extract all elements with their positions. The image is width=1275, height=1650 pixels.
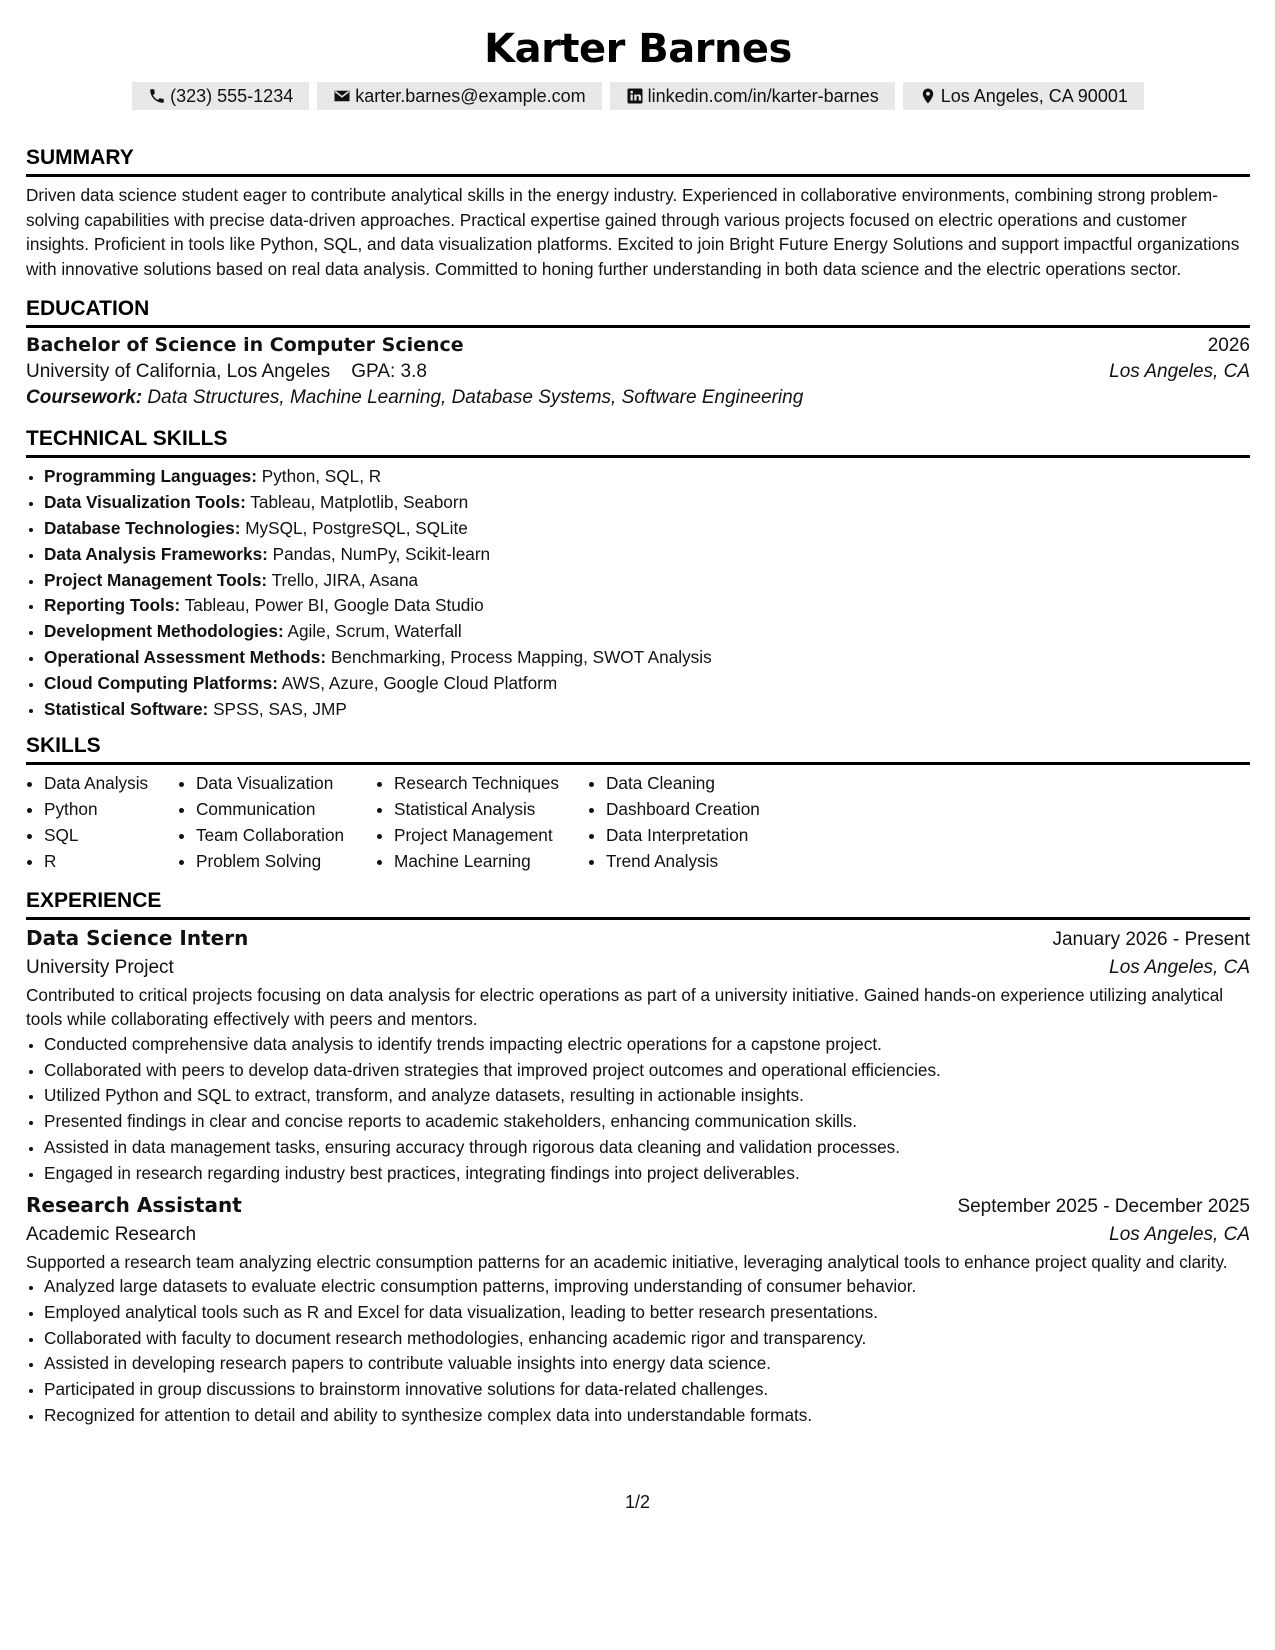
list-item: • Statistical Analysis bbox=[394, 797, 588, 823]
job-entry bbox=[26, 926, 1250, 1187]
job-bullets bbox=[26, 1032, 1250, 1187]
job-location: Los Angeles, CA bbox=[1109, 1223, 1250, 1245]
graduation-year: 2026 bbox=[1207, 335, 1250, 357]
list-item: • Presented findings in clear and concise reports to academic stakeholders, enhancing communication skills. bbox=[44, 1109, 1250, 1135]
list-item: • Collaborated with faculty to document research methodologies, enhancing academic rigor and transparency. bbox=[44, 1326, 1250, 1352]
job-org: Academic Research bbox=[26, 1223, 197, 1245]
summary-text: Driven data science student eager to contribute analytical skills in the energy industry. Experienced in collaborative environments, combining strong problem-solving capabilities with precise data-driven approaches. Practical expertise gained through various projects focused on electric operations and customer insights. Proficient in tools like Python, SQL, and data visualization platforms. Excited to join Bright Future Energy Solutions and support impactful organizations with innovative solutions based on real data analysis. Committed to honing further understanding in both data science and the electric operations sector. bbox=[26, 185, 1240, 279]
skills-column bbox=[588, 771, 806, 874]
list-item: • Dashboard Creation bbox=[606, 797, 806, 823]
list-item: • Team Collaboration bbox=[196, 823, 376, 849]
summary-section bbox=[26, 146, 1250, 281]
job-description: Supported a research team analyzing electric consumption patterns for an academic initiative, leveraging analytical tools to enhance project quality and clarity. bbox=[26, 1251, 1228, 1272]
contact-location bbox=[903, 82, 1144, 110]
coursework-list: Data Structures, Machine Learning, Database Systems, Software Engineering bbox=[147, 387, 804, 409]
list-item: • Development Methodologies: Agile, Scrum, Waterfall bbox=[44, 619, 1250, 645]
list-item: • Statistical Software: SPSS, SAS, JMP bbox=[44, 697, 1250, 723]
list-item: • Data Analysis bbox=[44, 771, 178, 797]
email-text: karter.barnes@example.com bbox=[355, 85, 586, 106]
list-item: • Machine Learning bbox=[394, 849, 588, 875]
list-item: • Database Technologies: MySQL, PostgreSQL, SQLite bbox=[44, 516, 1250, 542]
section-title: EXPERIENCE bbox=[26, 889, 1250, 920]
list-item: • Utilized Python and SQL to extract, transform, and analyze datasets, resulting in actionable insights. bbox=[44, 1083, 1250, 1109]
job-location: Los Angeles, CA bbox=[1109, 956, 1250, 978]
list-item: • Data Visualization Tools: Tableau, Matplotlib, Seaborn bbox=[44, 490, 1250, 516]
job-entry bbox=[26, 1193, 1250, 1429]
job-title: Research Assistant bbox=[26, 1192, 242, 1217]
resume-page bbox=[26, 0, 1250, 1429]
school-name: University of California, Los Angeles bbox=[26, 361, 331, 383]
contact-email[interactable] bbox=[317, 82, 601, 110]
list-item: • Data Visualization bbox=[196, 771, 376, 797]
contact-linkedin[interactable] bbox=[610, 82, 895, 110]
section-title: SUMMARY bbox=[26, 146, 1250, 177]
list-item: • Research Techniques bbox=[394, 771, 588, 797]
list-item: • Python bbox=[44, 797, 178, 823]
technical-skills-list bbox=[26, 464, 1250, 722]
list-item: • Analyzed large datasets to evaluate electric consumption patterns, improving understanding of consumer behavior. bbox=[44, 1274, 1250, 1300]
job-title: Data Science Intern bbox=[26, 925, 249, 950]
section-title: SKILLS bbox=[26, 734, 1250, 765]
education-header bbox=[26, 334, 1250, 357]
job-dates: January 2026 - Present bbox=[1052, 928, 1250, 950]
list-item: • Data Cleaning bbox=[606, 771, 806, 797]
section-title: EDUCATION bbox=[26, 297, 1250, 328]
skills-grid bbox=[26, 771, 1250, 874]
linkedin-text: linkedin.com/in/karter-barnes bbox=[647, 85, 879, 106]
education-section bbox=[26, 297, 1250, 409]
technical-skills-section bbox=[26, 427, 1250, 722]
list-item: • Participated in group discussions to brainstorm innovative solutions for data-related challenges. bbox=[44, 1377, 1250, 1403]
list-item: • Trend Analysis bbox=[606, 849, 806, 875]
school-location: Los Angeles, CA bbox=[1109, 361, 1250, 383]
candidate-name: Karter Barnes bbox=[484, 26, 792, 72]
job-org: University Project bbox=[26, 956, 174, 978]
envelope-icon bbox=[333, 87, 351, 105]
list-item: • R bbox=[44, 849, 178, 875]
list-item: • Project Management Tools: Trello, JIRA, Asana bbox=[44, 568, 1250, 594]
phone-text: (323) 555-1234 bbox=[170, 85, 294, 106]
contact-bar bbox=[26, 82, 1250, 110]
skills-column bbox=[178, 771, 376, 874]
skills-column bbox=[26, 771, 178, 874]
linkedin-icon bbox=[626, 87, 644, 105]
coursework bbox=[26, 387, 1250, 409]
list-item: • Assisted in data management tasks, ensuring accuracy through rigorous data cleaning and validation processes. bbox=[44, 1135, 1250, 1161]
skills-section bbox=[26, 734, 1250, 874]
list-item: • Employed analytical tools such as R and Excel for data visualization, leading to better research presentations. bbox=[44, 1300, 1250, 1326]
skills-column bbox=[376, 771, 588, 874]
list-item: • Conducted comprehensive data analysis to identify trends impacting electric operations for a capstone project. bbox=[44, 1032, 1250, 1058]
list-item: • Communication bbox=[196, 797, 376, 823]
list-item: • Collaborated with peers to develop data-driven strategies that improved project outcomes and operational efficiencies. bbox=[44, 1058, 1250, 1084]
coursework-label: Coursework: bbox=[26, 387, 143, 409]
job-bullets bbox=[26, 1274, 1250, 1429]
list-item: • Recognized for attention to detail and ability to synthesize complex data into understandable formats. bbox=[44, 1403, 1250, 1429]
phone-icon bbox=[148, 87, 166, 105]
job-dates: September 2025 - December 2025 bbox=[957, 1195, 1250, 1217]
location-text: Los Angeles, CA 90001 bbox=[940, 85, 1128, 106]
page-indicator: 1/2 bbox=[624, 1492, 651, 1512]
map-pin-icon bbox=[919, 87, 937, 105]
education-school-row bbox=[26, 361, 1250, 383]
gpa: GPA: 3.8 bbox=[351, 361, 427, 383]
contact-phone[interactable] bbox=[132, 82, 309, 110]
list-item: • Data Interpretation bbox=[606, 823, 806, 849]
degree: Bachelor of Science in Computer Science bbox=[26, 334, 464, 357]
list-item: • Cloud Computing Platforms: AWS, Azure, Google Cloud Platform bbox=[44, 671, 1250, 697]
list-item: • Programming Languages: Python, SQL, R bbox=[44, 464, 1250, 490]
list-item: • Problem Solving bbox=[196, 849, 376, 875]
experience-section bbox=[26, 889, 1250, 1429]
list-item: • Operational Assessment Methods: Benchmarking, Process Mapping, SWOT Analysis bbox=[44, 645, 1250, 671]
list-item: • Reporting Tools: Tableau, Power BI, Google Data Studio bbox=[44, 593, 1250, 619]
list-item: • Data Analysis Frameworks: Pandas, NumPy, Scikit-learn bbox=[44, 542, 1250, 568]
list-item: • SQL bbox=[44, 823, 178, 849]
job-description: Contributed to critical projects focusing on data analysis for electric operations as part of a university initiative. Gained hands-on experience utilizing analytical tools while collaborating effectively with peers and mentors. bbox=[26, 984, 1224, 1030]
list-item: • Project Management bbox=[394, 823, 588, 849]
list-item: • Engaged in research regarding industry best practices, integrating findings into project deliverables. bbox=[44, 1161, 1250, 1187]
section-title: TECHNICAL SKILLS bbox=[26, 427, 1250, 458]
list-item: • Assisted in developing research papers to contribute valuable insights into energy data science. bbox=[44, 1351, 1250, 1377]
